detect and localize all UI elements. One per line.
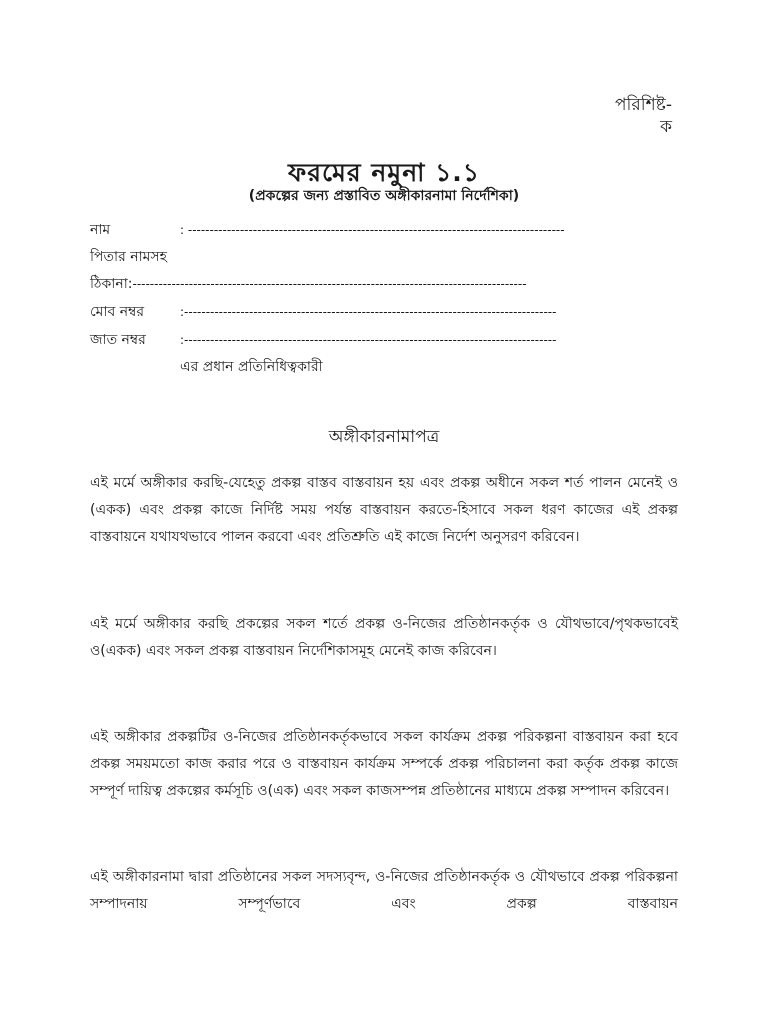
field-father-name-label: পিতার নামসহ (90, 249, 168, 265)
paragraph-3: এই অঙ্গীকার প্রকল্পটির ও-নিজের প্রতিষ্ঠানকর্তৃকভাবে সকল কার্যক্রম প্রকল্প পরিকল্পনা বাস্তবায়ন করা হবে প্রকল্প সময়মতো কাজ করার পরে ও বাস্তবায়ন কার্যক্রম সম্পর্কে প্রকল্প পরিচালনা করা কর্তৃক প্রকল্প কাজে সম্পূর্ণ দায়িত্ব প্রকল্পের কর্মসূচি ও(এক) এবং সকল কাজসম্পন্ন প্রতিষ্ঠানের মাধ্যমে প্রকল্প সম্পাদন করিবেন। (90, 729, 678, 799)
field-address-line: ------------------------------------------------------------------------------------------- (132, 277, 527, 291)
field-name (90, 218, 565, 242)
paragraph-4: এই অঙ্গীকারনামা দ্বারা প্রতিষ্ঠানের সকল সদস্যবৃন্দ, ও-নিজের প্রতিষ্ঠানকর্তৃক ও যৌথভাবে প্রকল্প পরিকল্পনা সম্পাদনায় সম্পূর্ণভাবে এবং প্রকল্প বাস্তবায়ন (90, 869, 678, 912)
paragraph-1: এই মর্মে অঙ্গীকার করছি-যেহেতু প্রকল্প বাস্তব বাস্তবায়ন হয় এবং প্রকল্প অধীনে সকল শর্ত পালন মেনেই ও (একক) এবং প্রকল্প কাজে নির্দিষ্ট সময় পর্যন্ত বাস্তবায়ন করতে-হিসাবে সকল ধরণ কাজের এই প্রকল্প বাস্তবায়নে যথাযথভাবে পালন করবো এবং প্রতিশ্রুতি এই কাজে নির্দেশ অনুসরণ করিবেন। (90, 475, 678, 545)
field-address (90, 272, 527, 296)
paragraph-2: এই মর্মে অঙ্গীকার করছি প্রকল্পের সকল শর্তে প্রকল্প ও-নিজের প্রতিষ্ঠানকর্তৃক ও যৌথভাবে/পৃথকভাবেই ও(একক) এবং সকল প্রকল্প বাস্তবায়ন নির্দেশিকাসমূহ মেনেই কাজ করিবেন। (90, 616, 678, 659)
field-mobile-label: মোব নম্বর (90, 304, 145, 320)
field-address-label: ঠিকানা: (90, 276, 133, 292)
field-nid-line: :-------------------------------------------------------------------------------------- (180, 333, 557, 347)
representative-note: এর প্রধান প্রতিনিধিত্বকারী (180, 359, 323, 375)
field-father-name (90, 245, 167, 269)
field-nid (90, 328, 556, 352)
annex-label-line1: পরিশিষ্ট- (614, 95, 672, 115)
annex-label-line2: ক (660, 117, 672, 137)
field-nid-label: জাত নম্বর (90, 332, 146, 348)
form-title: ফরমের নমুনা ১.১ (287, 158, 481, 187)
field-name-label: নাম (90, 222, 111, 238)
field-mobile-line: :-------------------------------------------------------------------------------------- (180, 305, 557, 319)
annex-label (540, 94, 672, 138)
form-subtitle: (প্রকল্পের জন্য প্রস্তাবিত অঙ্গীকারনামা নির্দেশিকা) (248, 188, 520, 204)
section-heading: অঙ্গীকারনামাপত্র (328, 427, 440, 447)
field-name-line: : --------------------------------------------------------------------------------------- (180, 223, 565, 237)
field-mobile (90, 300, 556, 324)
